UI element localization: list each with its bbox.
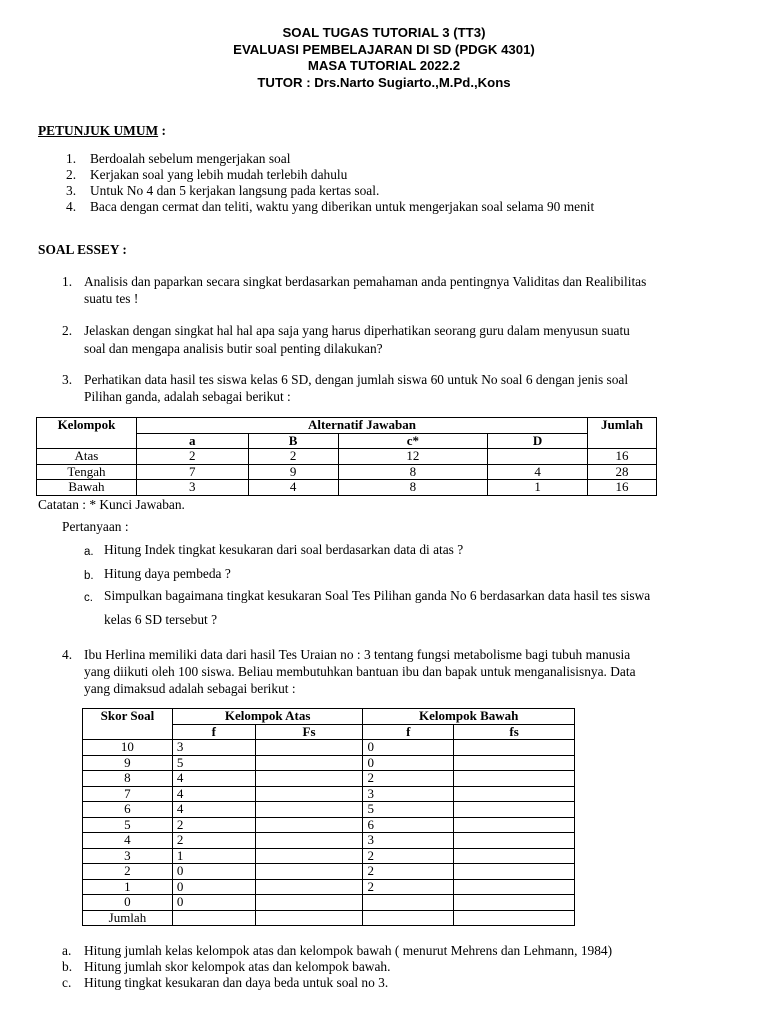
cell-fs-bawah — [454, 771, 575, 787]
petunjuk-item-1: 1. — [66, 151, 77, 166]
cell-f-atas: 0 — [172, 864, 255, 880]
cell-skor: 3 — [83, 848, 173, 864]
col-header-jumlah: Jumlah — [588, 418, 657, 449]
pertanyaan-a-text: Hitung Indek tingkat kesukaran dari soal berdasarkan data di atas ? — [104, 542, 464, 557]
cell-fs-atas — [255, 848, 363, 864]
cell-empty — [454, 910, 575, 926]
cell-skor: 9 — [83, 755, 173, 771]
cell-f-bawah: 2 — [363, 848, 454, 864]
petunjuk-item-1-text: Berdoalah sebelum mengerjakan soal — [90, 151, 291, 166]
pertanyaan-a-label: a. — [84, 546, 94, 558]
table-row — [37, 449, 657, 465]
table-row — [83, 771, 575, 787]
cell-fs-bawah — [454, 740, 575, 756]
cell-fs-atas — [255, 802, 363, 818]
cell-fs-atas — [255, 740, 363, 756]
cell-empty — [255, 910, 363, 926]
cell-skor: 5 — [83, 817, 173, 833]
petunjuk-title: PETUNJUK UMUM : — [38, 123, 166, 138]
table-row — [83, 740, 575, 756]
cell-c: 8 — [338, 464, 488, 480]
cell-fs-bawah — [454, 895, 575, 911]
question-4-line-3: yang dimaksud adalah sebagai berikut : — [84, 681, 296, 696]
table-row-jumlah — [83, 910, 575, 926]
cell-f-bawah: 6 — [363, 817, 454, 833]
cell-fs-atas — [255, 833, 363, 849]
cell-f-bawah: 3 — [363, 786, 454, 802]
table-row — [83, 833, 575, 849]
cell-jumlah: 16 — [588, 480, 657, 496]
col-header-alternatif: Alternatif Jawaban — [136, 418, 587, 434]
cell-d: 1 — [488, 480, 588, 496]
cell-f-atas: 4 — [172, 802, 255, 818]
cell-f-atas: 0 — [172, 895, 255, 911]
cell-skor: 2 — [83, 864, 173, 880]
table-row — [83, 895, 575, 911]
cell-fs-bawah — [454, 755, 575, 771]
cell-kelompok: Bawah — [37, 480, 137, 496]
question-1-number: 1. — [62, 274, 73, 289]
cell-fs-atas — [255, 864, 363, 880]
col-header-kelompok: Kelompok — [37, 418, 137, 449]
cell-d: 4 — [488, 464, 588, 480]
cell-fs-bawah — [454, 786, 575, 802]
petunjuk-item-2-text: Kerjakan soal yang lebih mudah terlebih dahulu — [90, 167, 348, 182]
pertanyaan-title: Pertanyaan : — [62, 519, 129, 534]
sub-header-b: B — [248, 433, 338, 449]
cell-fs-bawah — [454, 848, 575, 864]
cell-f-atas: 4 — [172, 771, 255, 787]
header-line-3: MASA TUTORIAL 2022.2 — [307, 58, 461, 73]
cell-f-bawah — [363, 895, 454, 911]
cell-b: 9 — [248, 464, 338, 480]
cell-f-atas: 2 — [172, 817, 255, 833]
question-1-line-2: suatu tes ! — [84, 291, 139, 306]
table-note: Catatan : * Kunci Jawaban. — [38, 497, 185, 512]
question-2-number: 2. — [62, 323, 73, 338]
col-header-skor: Skor Soal — [83, 709, 173, 740]
score-table-body — [83, 740, 575, 911]
sub-header-f-bawah: f — [363, 724, 454, 740]
cell-f-bawah: 0 — [363, 755, 454, 771]
final-a-text: Hitung jumlah kelas kelompok atas dan kelompok bawah ( menurut Mehrens dan Lehmann, 1984) — [84, 943, 613, 958]
final-c-label: c. — [62, 975, 72, 990]
cell-kelompok: Tengah — [37, 464, 137, 480]
petunjuk-item-3-text: Untuk No 4 dan 5 kerjakan langsung pada kertas soal. — [90, 183, 380, 198]
question-3-number: 3. — [62, 372, 73, 387]
question-2-line-2: soal dan mengapa analisis butir soal penting dilakukan? — [84, 341, 383, 356]
table-row — [83, 864, 575, 880]
essay-title: SOAL ESSEY : — [38, 242, 127, 257]
cell-f-bawah: 2 — [363, 879, 454, 895]
petunjuk-item-4-text: Baca dengan cermat dan teliti, waktu yang diberikan untuk mengerjakan soal selama 90 menit — [90, 199, 595, 214]
cell-fs-bawah — [454, 879, 575, 895]
table-row — [83, 786, 575, 802]
table-row — [83, 802, 575, 818]
cell-skor: 7 — [83, 786, 173, 802]
cell-c: 8 — [338, 480, 488, 496]
question-3-line-1: Perhatikan data hasil tes siswa kelas 6 SD, dengan jumlah siswa 60 untuk No soal 6 dengan jenis soal — [84, 372, 629, 387]
cell-f-atas: 2 — [172, 833, 255, 849]
sub-header-fs-atas: Fs — [255, 724, 363, 740]
sub-header-fs-bawah: fs — [454, 724, 575, 740]
pertanyaan-b-text: Hitung daya pembeda ? — [104, 566, 231, 581]
cell-fs-atas — [255, 771, 363, 787]
sub-header-c: c* — [338, 433, 488, 449]
col-header-kelompok-bawah: Kelompok Bawah — [363, 709, 575, 725]
cell-f-atas: 1 — [172, 848, 255, 864]
cell-b: 4 — [248, 480, 338, 496]
pertanyaan-b-label: b. — [84, 570, 94, 582]
cell-fs-bawah — [454, 864, 575, 880]
pertanyaan-c-label: c. — [84, 592, 93, 604]
cell-f-bawah: 3 — [363, 833, 454, 849]
cell-f-bawah: 0 — [363, 740, 454, 756]
pertanyaan-c-line-1: Simpulkan bagaimana tingkat kesukaran Soal Tes Pilihan ganda No 6 berdasarkan data hasil tes siswa — [104, 588, 651, 603]
petunjuk-item-3: 3. — [66, 183, 77, 198]
cell-c: 12 — [338, 449, 488, 465]
question-2-line-1: Jelaskan dengan singkat hal hal apa saja yang harus diperhatikan seorang guru dalam menyusun suatu — [84, 323, 630, 338]
final-c-text: Hitung tingkat kesukaran dan daya beda untuk soal no 3. — [84, 975, 389, 990]
cell-d — [488, 449, 588, 465]
final-a-label: a. — [62, 943, 72, 958]
cell-kelompok: Atas — [37, 449, 137, 465]
cell-fs-bawah — [454, 833, 575, 849]
cell-empty — [363, 910, 454, 926]
cell-fs-bawah — [454, 817, 575, 833]
table-row — [83, 755, 575, 771]
cell-jumlah: 16 — [588, 449, 657, 465]
cell-f-bawah: 5 — [363, 802, 454, 818]
cell-fs-atas — [255, 879, 363, 895]
final-b-text: Hitung jumlah skor kelompok atas dan kelompok bawah. — [84, 959, 391, 974]
cell-skor: 10 — [83, 740, 173, 756]
question-4-line-1: Ibu Herlina memiliki data dari hasil Tes Uraian no : 3 tentang fungsi metabolisme bagi tubuh manusia — [84, 647, 631, 662]
cell-f-bawah: 2 — [363, 771, 454, 787]
cell-fs-atas — [255, 895, 363, 911]
table-row — [83, 817, 575, 833]
sub-header-a: a — [136, 433, 248, 449]
cell-jumlah-label: Jumlah — [83, 910, 173, 926]
cell-skor: 8 — [83, 771, 173, 787]
cell-fs-atas — [255, 755, 363, 771]
cell-f-atas: 4 — [172, 786, 255, 802]
cell-f-atas: 0 — [172, 879, 255, 895]
final-b-label: b. — [62, 959, 73, 974]
pertanyaan-c-line-2: kelas 6 SD tersebut ? — [104, 612, 218, 627]
cell-b: 2 — [248, 449, 338, 465]
cell-f-atas: 5 — [172, 755, 255, 771]
table-row — [37, 464, 657, 480]
cell-fs-atas — [255, 817, 363, 833]
cell-skor: 1 — [83, 879, 173, 895]
header-line-2: EVALUASI PEMBELAJARAN DI SD (PDGK 4301) — [233, 41, 535, 57]
cell-skor: 0 — [83, 895, 173, 911]
petunjuk-item-4: 4. — [66, 199, 77, 214]
cell-fs-bawah — [454, 802, 575, 818]
question-4-number: 4. — [62, 647, 73, 662]
answer-table — [36, 417, 657, 496]
cell-empty — [172, 910, 255, 926]
table-row — [83, 879, 575, 895]
question-3-line-2: Pilihan ganda, adalah sebagai berikut : — [84, 389, 291, 404]
cell-a: 2 — [136, 449, 248, 465]
header-line-4: TUTOR : Drs.Narto Sugiarto.,M.Pd.,Kons — [257, 74, 511, 90]
sub-header-d: D — [488, 433, 588, 449]
col-header-kelompok-atas: Kelompok Atas — [172, 709, 363, 725]
petunjuk-item-2: 2. — [66, 167, 77, 182]
cell-f-atas: 3 — [172, 740, 255, 756]
table-row — [83, 848, 575, 864]
sub-header-f-atas: f — [172, 724, 255, 740]
cell-a: 3 — [136, 480, 248, 496]
question-1-line-1: Analisis dan paparkan secara singkat berdasarkan pemahaman anda pentingnya Validitas dan Realibilitas — [84, 274, 647, 289]
cell-skor: 6 — [83, 802, 173, 818]
document-header — [0, 25, 768, 91]
cell-fs-atas — [255, 786, 363, 802]
score-table — [82, 708, 575, 926]
table-row — [37, 480, 657, 496]
cell-a: 7 — [136, 464, 248, 480]
cell-f-bawah: 2 — [363, 864, 454, 880]
cell-jumlah: 28 — [588, 464, 657, 480]
cell-skor: 4 — [83, 833, 173, 849]
question-4-line-2: yang diikuti oleh 100 siswa. Beliau membutuhkan bantuan ibu dan bapak untuk menganalisisnya. Data — [84, 664, 636, 679]
header-line-1: SOAL TUGAS TUTORIAL 3 (TT3) — [282, 25, 486, 40]
